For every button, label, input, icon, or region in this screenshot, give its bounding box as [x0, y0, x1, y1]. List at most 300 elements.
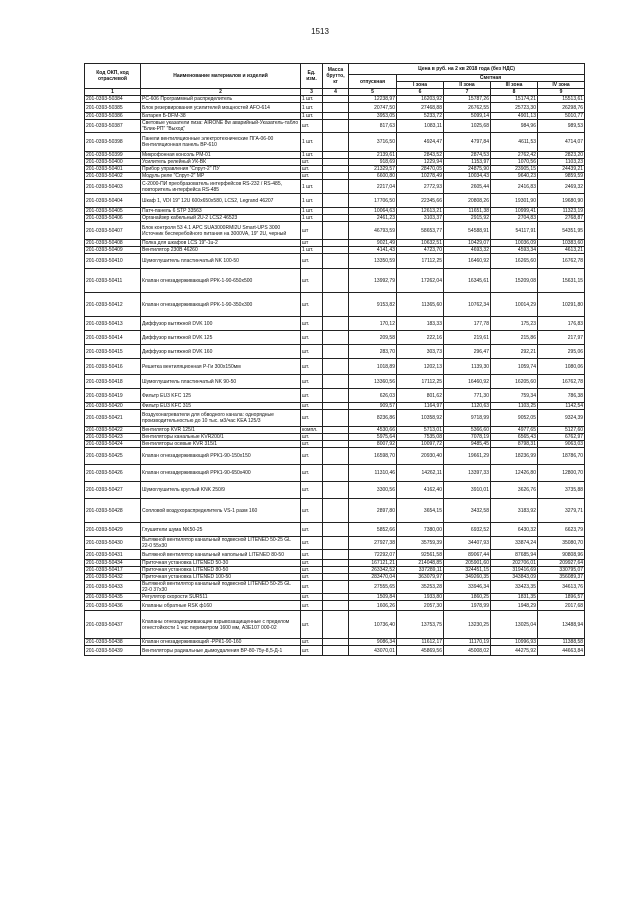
row-unit: шт.: [301, 550, 323, 560]
row-zone-1-price: 17112,25: [397, 254, 444, 269]
row-zone-2-price: 13230,25: [444, 611, 491, 639]
row-zone-3-price: 4611,53: [491, 133, 538, 152]
row-zone-1-price: 7535,08: [397, 434, 444, 441]
column-index-row: [85, 89, 585, 96]
row-unit: шт.: [301, 173, 323, 180]
row-name: Фильтр EU3 KFC 125: [141, 389, 301, 403]
row-code: 201-0393-50431: [85, 550, 141, 560]
row-zone-4-price: 11388,58: [538, 639, 585, 646]
row-mass: [323, 359, 349, 375]
row-zone-2-price: 324451,15: [444, 567, 491, 574]
row-code: 201-0393-50384: [85, 96, 141, 103]
row-mass: [323, 222, 349, 240]
row-zone-4-price: 90808,96: [538, 550, 585, 560]
row-mass: [323, 560, 349, 567]
row-mass: [323, 166, 349, 173]
row-zone-1-price: 10097,72: [397, 441, 444, 448]
row-zone-4-price: 2469,32: [538, 180, 585, 194]
row-code: 201-0393-50434: [85, 560, 141, 567]
row-zone-2-price: 11170,19: [444, 639, 491, 646]
row-mass: [323, 96, 349, 103]
row-name: Диффузор вытяжной DVK 100: [141, 317, 301, 331]
row-zone-2-price: 3910,01: [444, 482, 491, 499]
table-row: [85, 594, 585, 601]
row-unit: шт.: [301, 120, 323, 133]
table-row: [85, 166, 585, 173]
row-release-price: 12238,97: [349, 96, 397, 103]
row-zone-4-price: 6623,79: [538, 523, 585, 537]
row-unit: шт: [301, 240, 323, 247]
row-zone-4-price: 16762,78: [538, 254, 585, 269]
row-unit: шт.: [301, 410, 323, 427]
row-zone-1-price: 3103,37: [397, 215, 444, 222]
row-zone-1-price: 4723,70: [397, 247, 444, 254]
row-code: 201-0393-50429: [85, 523, 141, 537]
row-zone-1-price: 337289,11: [397, 567, 444, 574]
row-zone-3-price: 1059,74: [491, 359, 538, 375]
row-zone-3-price: 292,21: [491, 345, 538, 359]
row-zone-1-price: 2057,30: [397, 601, 444, 611]
row-release-price: 11310,46: [349, 465, 397, 482]
row-zone-2-price: 7078,19: [444, 434, 491, 441]
row-code: 201-0393-50410: [85, 254, 141, 269]
row-zone-2-price: 24875,90: [444, 166, 491, 173]
header-zone-2: II зона: [444, 82, 491, 89]
row-name: Прибор управления "Спрут-2" ПУ: [141, 166, 301, 173]
row-code: 201-0393-50413: [85, 317, 141, 331]
row-zone-3-price: 2704,83: [491, 215, 538, 222]
table-row: [85, 567, 585, 574]
row-release-price: 13992,79: [349, 269, 397, 293]
row-mass: [323, 375, 349, 389]
row-code: 201-0393-50422: [85, 427, 141, 434]
row-release-price: 2897,80: [349, 499, 397, 523]
row-zone-3-price: 3626,76: [491, 482, 538, 499]
row-zone-1-price: 1229,94: [397, 159, 444, 166]
row-zone-1-price: 4162,40: [397, 482, 444, 499]
row-release-price: 17706,50: [349, 194, 397, 208]
header-zone-1: I зона: [397, 82, 444, 89]
row-code: 201-0393-50412: [85, 293, 141, 317]
row-zone-4-price: 1103,23: [538, 159, 585, 166]
table-row: [85, 103, 585, 113]
row-name: Шкаф 1, VDI 19" 12U 600х650х580, LCS2, Legrand 46207: [141, 194, 301, 208]
row-zone-1-price: 58653,77: [397, 222, 444, 240]
row-name: Вытяжной вентилятор канальный напольный LITENED 80-50: [141, 550, 301, 560]
row-mass: [323, 215, 349, 222]
row-zone-1-price: 92561,58: [397, 550, 444, 560]
row-unit: шт.: [301, 389, 323, 403]
row-zone-3-price: 1948,29: [491, 601, 538, 611]
header-release-price: отпускная: [349, 75, 397, 89]
row-code: 201-0393-50415: [85, 345, 141, 359]
table-row: [85, 523, 585, 537]
row-zone-3-price: 15174,21: [491, 96, 538, 103]
row-zone-3-price: 2762,42: [491, 152, 538, 159]
row-zone-3-price: 33423,35: [491, 581, 538, 594]
table-row: [85, 646, 585, 656]
row-unit: шт.: [301, 317, 323, 331]
table-row: [85, 611, 585, 639]
row-name: Панели вентиляционные электротехнические ПГА-06-00 Вентиляционная панель ВР-610: [141, 133, 301, 152]
row-zone-1-price: 35253,28: [397, 581, 444, 594]
row-code: 201-0393-50406: [85, 215, 141, 222]
row-zone-3-price: 9640,23: [491, 173, 538, 180]
row-name: Вентиляторы осевые KVR 315/1: [141, 441, 301, 448]
row-release-price: 10064,63: [349, 208, 397, 215]
row-release-price: 626,03: [349, 389, 397, 403]
row-code: 201-0393-50418: [85, 375, 141, 389]
row-zone-4-price: 1142,54: [538, 403, 585, 410]
row-mass: [323, 594, 349, 601]
table-row: [85, 254, 585, 269]
row-zone-3-price: 202706,01: [491, 560, 538, 567]
row-zone-3-price: 759,34: [491, 389, 538, 403]
table-row: [85, 537, 585, 550]
row-zone-3-price: 16265,60: [491, 254, 538, 269]
row-release-price: 2461,23: [349, 215, 397, 222]
row-mass: [323, 574, 349, 581]
row-name: Батарея Б-DFM-38: [141, 113, 301, 120]
row-name: Вытяжной вентилятор канальный подвесной LITENED 50-25 GL 22-0 37х30: [141, 581, 301, 594]
row-name: Микрофонная консоль РМ-01: [141, 152, 301, 159]
row-zone-3-price: 10996,93: [491, 639, 538, 646]
row-name: Воздухонагреватели для обводного канала: однорядные производительностью до 10 тыс. м3/час KEA 125/3: [141, 410, 301, 427]
row-mass: [323, 173, 349, 180]
row-mass: [323, 601, 349, 611]
column-index: 9: [538, 89, 585, 96]
row-zone-2-price: 1025,68: [444, 120, 491, 133]
row-code: 201-0393-50386: [85, 113, 141, 120]
row-release-price: 2217,04: [349, 180, 397, 194]
row-name: Фильтр EU3 KFC 315: [141, 403, 301, 410]
row-release-price: 8236,86: [349, 410, 397, 427]
row-release-price: 21329,57: [349, 166, 397, 173]
row-code: 201-0393-50438: [85, 639, 141, 646]
row-zone-1-price: 12613,21: [397, 208, 444, 215]
row-zone-3-price: 10036,09: [491, 240, 538, 247]
row-zone-3-price: 10014,29: [491, 293, 538, 317]
row-zone-3-price: 15209,08: [491, 269, 538, 293]
row-name: Клапан огнезадерживающий РРК-1-90-650х500: [141, 269, 301, 293]
row-unit: шт.: [301, 441, 323, 448]
row-zone-3-price: 19301,90: [491, 194, 538, 208]
row-unit: шт.: [301, 574, 323, 581]
row-zone-2-price: 1860,25: [444, 594, 491, 601]
price-table: [84, 63, 585, 656]
table-row: [85, 550, 585, 560]
row-zone-2-price: 45008,02: [444, 646, 491, 656]
table-row: [85, 427, 585, 434]
row-zone-4-price: 4613,21: [538, 247, 585, 254]
table-row: [85, 581, 585, 594]
row-zone-4-price: 34613,76: [538, 581, 585, 594]
row-zone-4-price: 18786,70: [538, 448, 585, 465]
row-zone-1-price: 11365,60: [397, 293, 444, 317]
row-zone-2-price: 33946,34: [444, 581, 491, 594]
row-code: 201-0393-50414: [85, 331, 141, 345]
row-mass: [323, 113, 349, 120]
row-zone-2-price: 1153,97: [444, 159, 491, 166]
table-row: [85, 639, 585, 646]
table-row: [85, 180, 585, 194]
header-zone-4: IV зона: [538, 82, 585, 89]
row-code: 201-0393-50403: [85, 180, 141, 194]
row-zone-2-price: 2915,92: [444, 215, 491, 222]
row-release-price: 2139,61: [349, 152, 397, 159]
row-zone-1-price: 1164,97: [397, 403, 444, 410]
row-zone-1-price: 303,73: [397, 345, 444, 359]
row-code: 201-0393-50404: [85, 194, 141, 208]
row-unit: 1 шт.: [301, 152, 323, 159]
row-mass: [323, 465, 349, 482]
row-release-price: 10736,40: [349, 611, 397, 639]
row-mass: [323, 499, 349, 523]
row-release-price: 20747,50: [349, 103, 397, 113]
row-name: Приточная установка LITENED 50-30: [141, 560, 301, 567]
table-row: [85, 375, 585, 389]
row-unit: компл.: [301, 427, 323, 434]
row-name: Световые указатели пиза: AIRONE 8w аварийный-Указатель-табло "Блик-РП" "Выход": [141, 120, 301, 133]
row-release-price: 3300,56: [349, 482, 397, 499]
row-name: Клапан огнезадерживающий -РРК1-90-160: [141, 639, 301, 646]
row-zone-3-price: 87685,94: [491, 550, 538, 560]
row-release-price: 817,63: [349, 120, 397, 133]
row-code: 201-0393-50430: [85, 537, 141, 550]
row-zone-3-price: 44275,92: [491, 646, 538, 656]
row-mass: [323, 537, 349, 550]
row-zone-1-price: 14262,11: [397, 465, 444, 482]
row-code: 201-0393-50409: [85, 247, 141, 254]
row-mass: [323, 317, 349, 331]
row-code: 201-0393-50426: [85, 465, 141, 482]
row-zone-2-price: 11651,38: [444, 208, 491, 215]
row-unit: шт.: [301, 560, 323, 567]
row-zone-1-price: 10358,92: [397, 410, 444, 427]
row-zone-1-price: 17112,25: [397, 375, 444, 389]
row-zone-2-price: 349260,35: [444, 574, 491, 581]
row-unit: шт.: [301, 594, 323, 601]
row-code: 201-0393-50411: [85, 269, 141, 293]
row-name: Вентиляторы канальные KVR200/1: [141, 434, 301, 441]
row-zone-3-price: 23905,15: [491, 166, 538, 173]
row-name: Полка для шкафов LCS 19"-1u-2: [141, 240, 301, 247]
row-zone-2-price: 4693,32: [444, 247, 491, 254]
row-zone-3-price: 10999,41: [491, 208, 538, 215]
row-mass: [323, 482, 349, 499]
table-row: [85, 222, 585, 240]
row-release-price: 170,12: [349, 317, 397, 331]
row-release-price: 13350,59: [349, 254, 397, 269]
column-index: 5: [349, 89, 397, 96]
row-code: 201-0393-50387: [85, 120, 141, 133]
row-code: 201-0393-50439: [85, 646, 141, 656]
row-code: 201-0393-50399: [85, 152, 141, 159]
row-unit: шт: [301, 222, 323, 240]
row-release-price: 283470,04: [349, 574, 397, 581]
row-zone-2-price: 1139,30: [444, 359, 491, 375]
row-zone-4-price: 3279,71: [538, 499, 585, 523]
row-zone-3-price: 1831,35: [491, 594, 538, 601]
row-release-price: 4141,43: [349, 247, 397, 254]
row-release-price: 263342,52: [349, 567, 397, 574]
header-price-group: Цена в руб. на 2 кв 2018 года (без НДС): [349, 64, 585, 75]
row-mass: [323, 120, 349, 133]
row-zone-1-price: 11612,17: [397, 639, 444, 646]
row-unit: шт.: [301, 293, 323, 317]
row-name: Глушители шума NK50-25: [141, 523, 301, 537]
row-zone-2-price: 1120,63: [444, 403, 491, 410]
table-row: [85, 448, 585, 465]
table-row: [85, 574, 585, 581]
page-number: 1513: [311, 27, 329, 36]
row-unit: шт.: [301, 434, 323, 441]
row-release-price: 5975,64: [349, 434, 397, 441]
row-mass: [323, 180, 349, 194]
row-zone-2-price: 177,78: [444, 317, 491, 331]
row-zone-1-price: 801,62: [397, 389, 444, 403]
row-code: 201-0393-50432: [85, 574, 141, 581]
table-row: [85, 441, 585, 448]
row-release-price: 13360,56: [349, 375, 397, 389]
row-zone-2-price: 5366,60: [444, 427, 491, 434]
column-index: 1: [85, 89, 141, 96]
row-zone-2-price: 296,47: [444, 345, 491, 359]
table-row: [85, 601, 585, 611]
table-row: [85, 152, 585, 159]
row-code: 201-0393-50420: [85, 403, 141, 410]
row-mass: [323, 410, 349, 427]
header-unit: Ед. изм.: [301, 64, 323, 89]
row-name: Вентиляторы радиальные дымоудаления ВР-80-75у-8,5-Д-1: [141, 646, 301, 656]
row-zone-4-price: 989,53: [538, 120, 585, 133]
row-unit: шт.: [301, 403, 323, 410]
row-zone-4-price: 15631,15: [538, 269, 585, 293]
row-zone-3-price: 6430,32: [491, 523, 538, 537]
row-name: Приточная установка LITENED 80-50: [141, 567, 301, 574]
table-row: [85, 389, 585, 403]
row-zone-3-price: 1070,56: [491, 159, 538, 166]
row-zone-2-price: 13397,33: [444, 465, 491, 482]
row-zone-1-price: 10632,51: [397, 240, 444, 247]
row-zone-4-price: 12800,70: [538, 465, 585, 482]
row-zone-2-price: 9718,99: [444, 410, 491, 427]
table-row: [85, 499, 585, 523]
table-row: [85, 560, 585, 567]
row-mass: [323, 389, 349, 403]
row-name: Усилитель релейный УК-ВК: [141, 159, 301, 166]
row-unit: шт.: [301, 331, 323, 345]
row-zone-3-price: 18236,99: [491, 448, 538, 465]
row-name: Клапан огнезадерживающий РРК-1-90-350х300: [141, 293, 301, 317]
row-zone-4-price: 330795,07: [538, 567, 585, 574]
row-zone-4-price: 1080,06: [538, 359, 585, 375]
table-row: [85, 345, 585, 359]
row-mass: [323, 639, 349, 646]
row-zone-4-price: 24439,21: [538, 166, 585, 173]
row-unit: шт.: [301, 646, 323, 656]
table-header: [85, 64, 585, 96]
row-zone-3-price: 8798,31: [491, 441, 538, 448]
row-zone-4-price: 35080,70: [538, 537, 585, 550]
row-zone-3-price: 54117,91: [491, 222, 538, 240]
row-zone-4-price: 9324,39: [538, 410, 585, 427]
row-zone-4-price: 2017,68: [538, 601, 585, 611]
row-zone-2-price: 10762,34: [444, 293, 491, 317]
row-zone-2-price: 219,61: [444, 331, 491, 345]
row-zone-1-price: 214048,85: [397, 560, 444, 567]
row-code: 201-0393-50419: [85, 389, 141, 403]
table-row: [85, 482, 585, 499]
row-zone-2-price: 15787,26: [444, 96, 491, 103]
row-mass: [323, 550, 349, 560]
row-name: Регулятор скорости SUR511: [141, 594, 301, 601]
row-name: Модуль реле "Спрут-2" МР: [141, 173, 301, 180]
row-mass: [323, 254, 349, 269]
row-mass: [323, 133, 349, 152]
row-zone-1-price: 5233,72: [397, 113, 444, 120]
table-row: [85, 120, 585, 133]
table-row: [85, 465, 585, 482]
table-row: [85, 403, 585, 410]
row-zone-4-price: 1896,57: [538, 594, 585, 601]
table-row: [85, 269, 585, 293]
row-zone-4-price: 786,38: [538, 389, 585, 403]
row-zone-2-price: 16460,92: [444, 375, 491, 389]
row-unit: шт.: [301, 359, 323, 375]
row-code: 201-0393-50423: [85, 434, 141, 441]
row-release-price: 27555,65: [349, 581, 397, 594]
column-index: 8: [491, 89, 538, 96]
row-zone-3-price: 12426,80: [491, 465, 538, 482]
table-body: [85, 96, 585, 656]
row-zone-2-price: 2605,44: [444, 180, 491, 194]
row-zone-4-price: 26298,76: [538, 103, 585, 113]
row-name: Шумоглушитель пластинчатый NK 100-50: [141, 254, 301, 269]
row-zone-2-price: 19661,29: [444, 448, 491, 465]
row-code: 201-0393-50427: [85, 482, 141, 499]
row-zone-2-price: 34407,93: [444, 537, 491, 550]
row-code: 201-0393-50433: [85, 581, 141, 594]
row-release-price: 46793,59: [349, 222, 397, 240]
row-zone-3-price: 13025,04: [491, 611, 538, 639]
header-zone-3: III зона: [491, 82, 538, 89]
row-zone-4-price: 5010,77: [538, 113, 585, 120]
row-zone-4-price: 10291,80: [538, 293, 585, 317]
row-zone-3-price: 1103,25: [491, 403, 538, 410]
row-unit: шт.: [301, 159, 323, 166]
row-zone-1-price: 27468,88: [397, 103, 444, 113]
row-release-price: 72292,07: [349, 550, 397, 560]
row-mass: [323, 269, 349, 293]
column-index: 4: [323, 89, 349, 96]
row-mass: [323, 159, 349, 166]
row-zone-4-price: 4714,07: [538, 133, 585, 152]
row-unit: 1 шт.: [301, 133, 323, 152]
header-mass: Масса брутто, кг: [323, 64, 349, 89]
row-name: Вытяжной вентилятор канальный подвесной LITENED 50-25 GL 22-0 55х30: [141, 537, 301, 550]
row-mass: [323, 434, 349, 441]
row-release-price: 1018,89: [349, 359, 397, 375]
row-unit: 1 шт.: [301, 96, 323, 103]
row-release-price: 1509,84: [349, 594, 397, 601]
row-zone-1-price: 13753,75: [397, 611, 444, 639]
table-row: [85, 133, 585, 152]
row-zone-2-price: 89067,44: [444, 550, 491, 560]
table-row: [85, 331, 585, 345]
row-zone-3-price: 4977,65: [491, 427, 538, 434]
table-row: [85, 247, 585, 254]
